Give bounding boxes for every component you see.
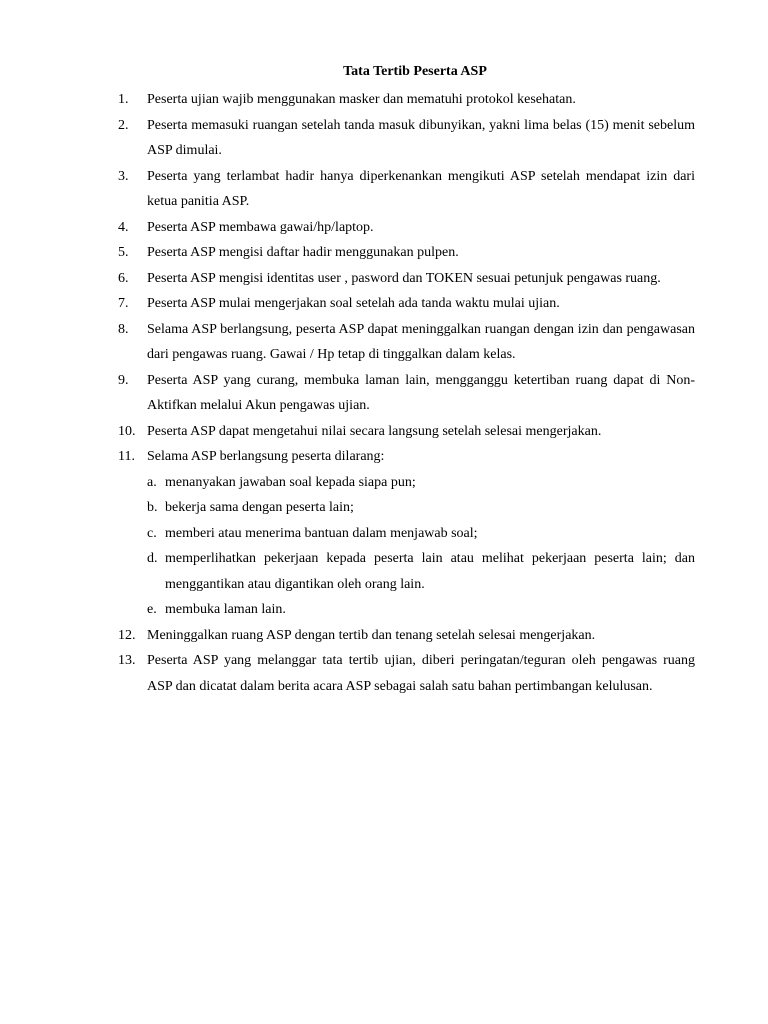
rule-item [118,113,695,164]
rule-number: 6. [118,270,129,286]
prohibited-text: bekerja sama dengan peserta lain; [165,500,354,515]
rule-item [118,240,695,266]
prohibited-letter: d. [147,551,158,566]
prohibited-item [147,546,695,597]
prohibited-text: memperlihatkan pekerjaan kepada peserta lain atau melihat pekerjaan peserta lain; dan menggantikan atau digantikan oleh orang lain. [165,551,695,592]
rule-item [118,419,695,445]
rule-text: Peserta yang terlambat hadir hanya diperkenankan mengikuti ASP setelah mendapat izin dari ketua panitia ASP. [147,168,695,209]
rule-text: Peserta ASP dapat mengetahui nilai secara langsung setelah selesai mengerjakan. [147,423,602,439]
rule-text: Peserta ASP mengisi daftar hadir menggunakan pulpen. [147,245,459,260]
rule-text: Peserta ASP yang melanggar tata tertib ujian, diberi peringatan/teguran oleh pengawas ruang ASP dan dicatat dalam berita acara ASP sebagai salah satu bahan pertimbangan kelulusan. [147,653,695,694]
rule-item-prohibitions [118,444,695,623]
rule-item [118,164,695,215]
rule-number: 7. [118,296,129,311]
rule-number: 9. [118,372,129,388]
rule-number: 2. [118,117,129,133]
rule-number: 8. [118,321,129,337]
rule-text: Peserta ASP mulai mengerjakan soal setelah ada tanda waktu mulai ujian. [147,296,560,311]
rule-item [118,623,695,649]
prohibited-item [147,521,695,547]
rule-text: Peserta ASP mengisi identitas user , pasword dan TOKEN sesuai petunjuk pengawas ruang. [147,270,661,286]
rule-text: Meninggalkan ruang ASP dengan tertib dan tenang setelah selesai mengerjakan. [147,627,596,643]
rule-text: Selama ASP berlangsung, peserta ASP dapat meninggalkan ruangan dengan izin dan pengawasan dari pengawas ruang. Gawai / Hp tetap di tinggalkan dalam kelas. [147,321,695,362]
prohibited-letter: e. [147,602,157,617]
rule-item [118,215,695,241]
rule-number: 10. [118,423,136,439]
prohibited-letter: b. [147,500,158,515]
prohibited-item [147,470,695,496]
rule-text: Peserta ASP yang curang, membuka laman lain, mengganggu ketertiban ruang dapat di Non-Aktifkan melalui Akun pengawas ujian. [147,372,695,413]
document-title-text: Tata Tertib Peserta ASP [343,64,487,79]
prohibited-item [147,597,695,623]
prohibited-list [147,470,695,623]
rule-number: 4. [118,219,129,235]
rule-item [118,291,695,317]
prohibited-text: menanyakan jawaban soal kepada siapa pun; [165,474,416,490]
rule-item [118,317,695,368]
rule-number: 11. [118,449,135,464]
rule-number: 13. [118,653,136,668]
rule-text: Peserta memasuki ruangan setelah tanda masuk dibunyikan, yakni lima belas (15) menit sebelum ASP dimulai. [147,117,695,158]
prohibited-letter: c. [147,525,157,541]
rule-item [118,368,695,419]
prohibited-text: membuka laman lain. [165,602,286,617]
rule-text: Selama ASP berlangsung peserta dilarang: [147,449,385,464]
rules-list [0,87,768,699]
rule-text: Peserta ujian wajib menggunakan masker dan mematuhi protokol kesehatan. [147,92,576,107]
prohibited-text: memberi atau menerima bantuan dalam menjawab soal; [165,525,478,541]
rule-item [118,648,695,699]
rule-item [118,266,695,292]
document-title [62,61,768,83]
rule-number: 3. [118,168,129,184]
rule-text: Peserta ASP membawa gawai/hp/laptop. [147,219,374,235]
rule-item [118,87,695,113]
rule-number: 1. [118,92,129,107]
prohibited-letter: a. [147,474,157,490]
rule-number: 12. [118,627,136,643]
prohibited-item [147,495,695,521]
rule-number: 5. [118,245,129,260]
